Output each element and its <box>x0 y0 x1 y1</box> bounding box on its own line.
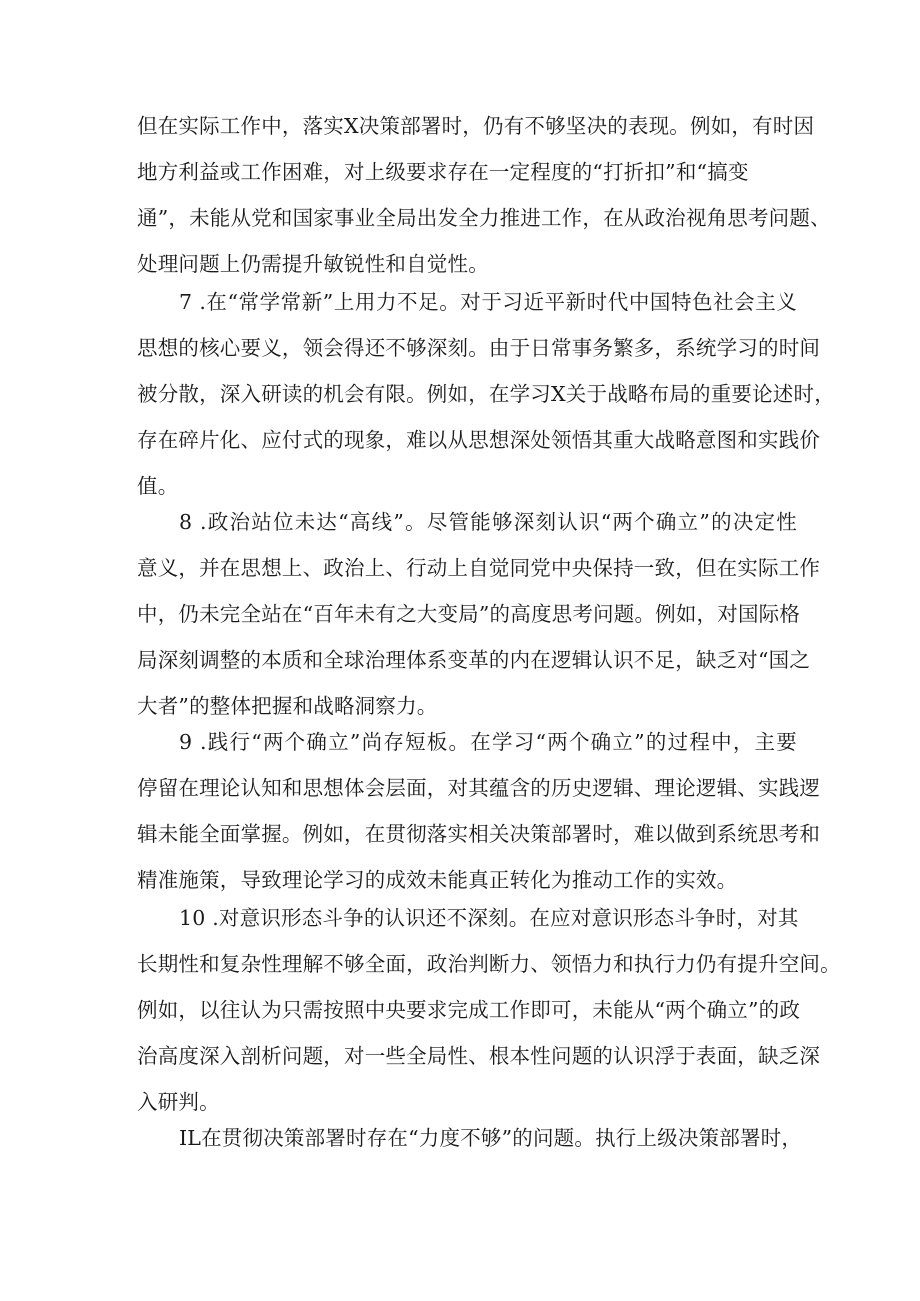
paragraph-line: 入研判。 <box>137 1090 220 1114</box>
paragraph-line: 思想的核心要义，领会得还不够深刻。由于日常事务繁多，系统学习的时间 <box>137 336 821 360</box>
paragraph-line: 处理问题上仍需提升敏锐性和自觉性。 <box>137 252 489 276</box>
paragraph-line: 值。 <box>137 474 179 498</box>
paragraph-line: 9 .践行“两个确立”尚存短板。在学习“两个确立”的过程中，主要 <box>179 730 797 754</box>
paragraph-line: 通”，未能从党和国家事业全局出发全力推进工作，在从政治视角思考问题、 <box>137 206 831 230</box>
paragraph-line: 7 .在“常学常新”上用力不足。对于习近平新时代中国特色社会主义 <box>179 290 797 314</box>
paragraph-11 <box>137 1115 803 1161</box>
paragraph-line: 局深刻调整的本质和全球治理体系变革的内在逻辑认识不足，缺乏对“国之 <box>137 648 811 672</box>
paragraph-line: IL在贯彻决策部署时存在“力度不够”的问题。执行上级决策部署时， <box>179 1126 803 1150</box>
paragraph-line: 停留在理论认知和思想体会层面，对其蕴含的历史逻辑、理论逻辑、实践逻 <box>137 776 821 800</box>
paragraph-line: 中，仍未完全站在“百年未有之大变局”的高度思考问题。例如，对国际格 <box>137 602 801 626</box>
paragraph-line: 例如，以往认为只需按照中央要求完成工作即可，未能从“两个确立”的政 <box>137 998 801 1022</box>
paragraph-10 <box>137 895 841 1125</box>
paragraph-line: 但在实际工作中，落实X决策部署时，仍有不够坚决的表现。例如，有时因 <box>137 114 815 138</box>
paragraph-line: 意义，并在思想上、政治上、行动上自觉同党中央保持一致，但在实际工作 <box>137 556 821 580</box>
paragraph-line: 8 .政治站位未达“高线”。尽管能够深刻认识“两个确立”的决定性 <box>179 510 797 534</box>
paragraph-line: 10 .对意识形态斗争的认识还不深刻。在应对意识形态斗争时，对其 <box>179 906 799 930</box>
paragraph-line: 辑未能全面掌握。例如，在贯彻落实相关决策部署时，难以做到系统思考和 <box>137 822 821 846</box>
paragraph-line: 长期性和复杂性理解不够全面，政治判断力、领悟力和执行力仍有提升空间。 <box>137 952 841 976</box>
paragraph-8 <box>137 499 821 729</box>
paragraph-line: 精准施策，导致理论学习的成效未能真正转化为推动工作的实效。 <box>137 868 738 892</box>
paragraph-line: 大者”的整体把握和战略洞察力。 <box>137 694 438 718</box>
paragraph-line: 存在碎片化、应付式的现象，难以从思想深处领悟其重大战略意图和实践价 <box>137 428 821 452</box>
paragraph-9 <box>137 719 821 903</box>
paragraph-line: 被分散，深入研读的机会有限。例如，在学习X关于战略布局的重要论述时， <box>137 382 835 406</box>
paragraph-6-continued <box>137 103 831 287</box>
paragraph-line: 地方利益或工作困难，对上级要求存在一定程度的“打折扣”和“搞变 <box>137 160 749 184</box>
paragraph-7 <box>137 279 835 509</box>
paragraph-line: 治高度深入剖析问题，对一些全局性、根本性问题的认识浮于表面，缺乏深 <box>137 1044 821 1068</box>
